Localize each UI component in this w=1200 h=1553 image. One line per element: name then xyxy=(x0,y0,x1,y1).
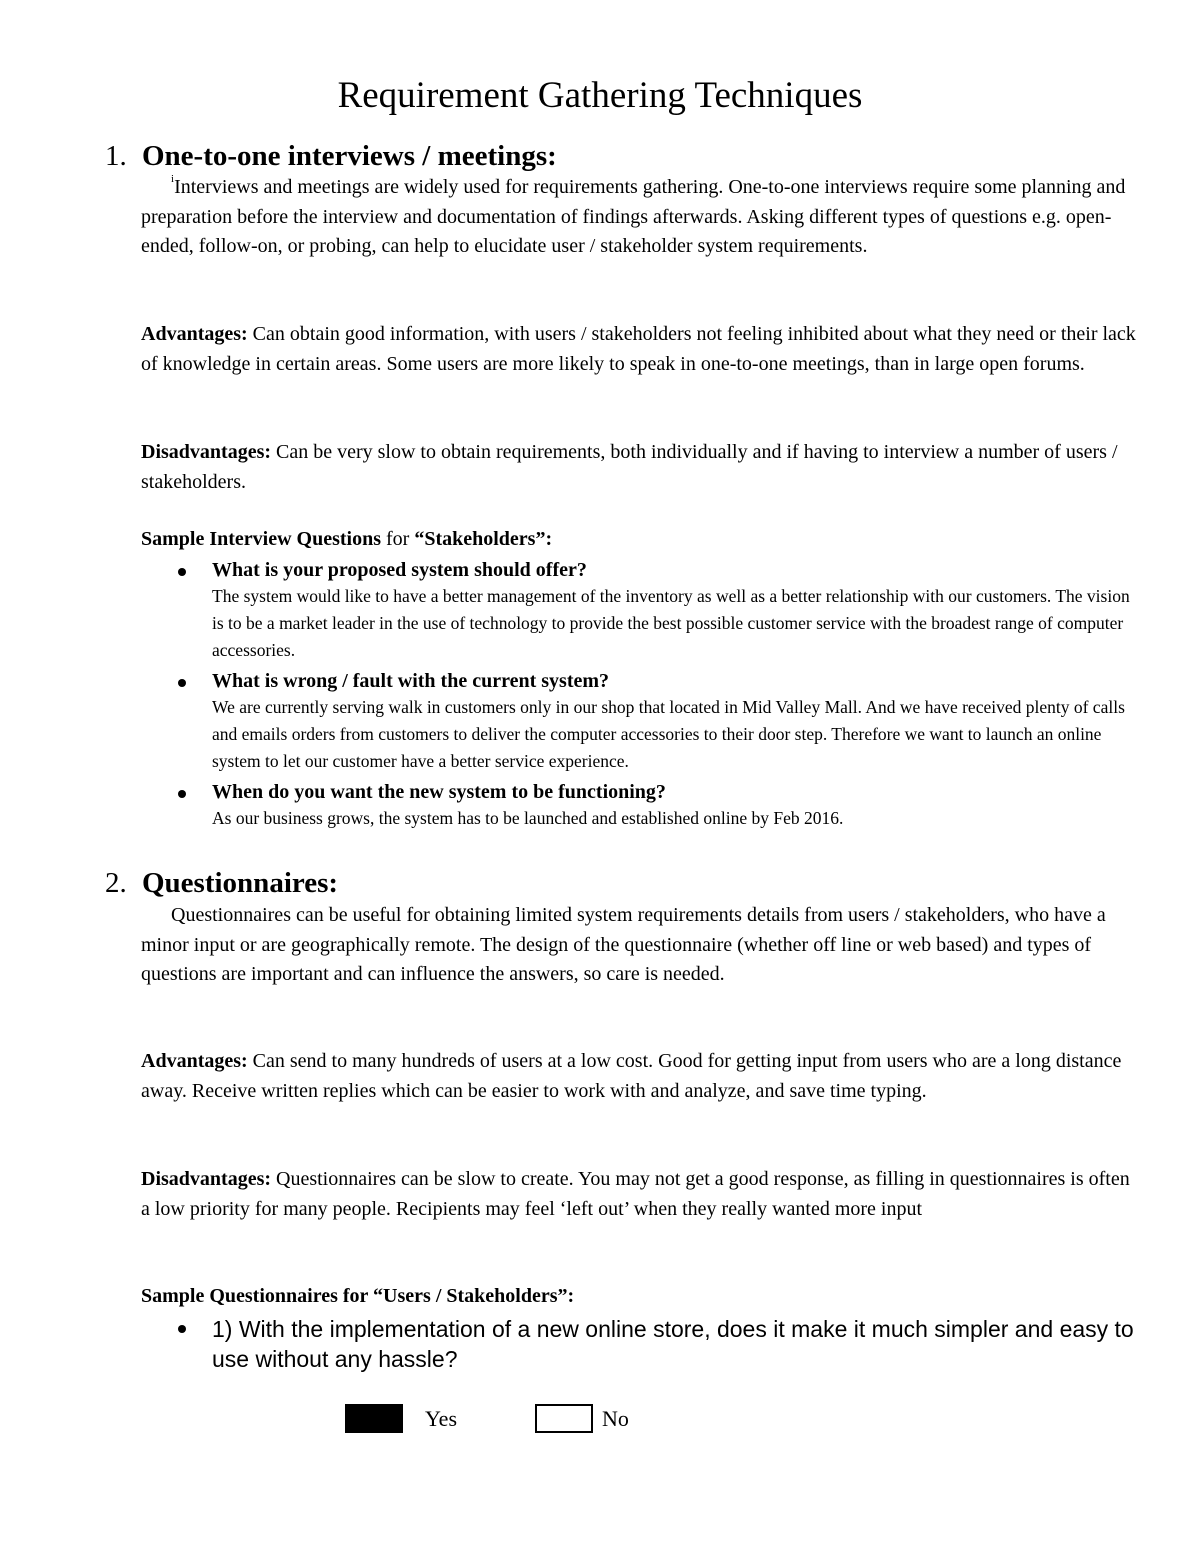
section-1-title: One-to-one interviews / meetings: xyxy=(142,140,557,172)
section-1-number: 1. xyxy=(105,140,127,172)
document-title: Requirement Gathering Techniques xyxy=(337,75,863,116)
section-2-number: 2. xyxy=(105,867,127,899)
bullet-icon xyxy=(178,1325,186,1333)
survey-question: 1) With the implementation of a new online store, does it make it much simpler and easy to use without any hassle? xyxy=(212,1316,1134,1372)
interview-question: What is wrong / fault with the current system? xyxy=(212,670,610,692)
bullet-icon xyxy=(178,568,186,576)
interview-answer: The system would like to have a better management of the inventory as well as a better relationship with our customers. The vision is to be a market leader in the use of technology to provide the best possible customer service with the broadest range of computer accessories. xyxy=(212,586,1130,660)
disadvantages-text: Questionnaires can be slow to create. You may not get a good response, as filling in questionnaires is often a low priority for many people. Recipients may feel ‘left out’ when they really wanted more input xyxy=(141,1168,1130,1220)
list-item xyxy=(141,1314,1141,1374)
section-1-advantages xyxy=(141,320,1141,379)
section-2-title: Questionnaires: xyxy=(142,867,339,899)
list-item xyxy=(141,557,1141,664)
section-2-advantages xyxy=(141,1047,1141,1106)
interview-answer: As our business grows, the system has to be launched and established online by Feb 2016. xyxy=(212,808,844,828)
interview-answer: We are currently serving walk in customers only in our shop that located in Mid Valley Mall. And we have received plenty of calls and emails orders from customers to deliver the computer accessories to their door step. Therefore we want to launch an online system to let our customer have a better service experience. xyxy=(212,697,1125,771)
section-1-disadvantages xyxy=(141,438,1141,497)
advantages-text: Can obtain good information, with users / stakeholders not feeling inhibited about what they need or their lack of knowledge in certain areas. Some users are more likely to speak in one-to-one meetings, than in large open forums. xyxy=(141,323,1136,375)
bullet-icon xyxy=(178,679,186,687)
footnote-marker: i xyxy=(171,173,175,185)
section-2-disadvantages xyxy=(141,1165,1141,1224)
section-1-intro xyxy=(141,173,1141,262)
disadvantages-label: Disadvantages: xyxy=(141,1168,272,1190)
section-2-intro-text: Questionnaires can be useful for obtaining limited system requirements details from users / stakeholders, who have a minor input or are geographically remote. The design of the questionnaire (whether off line or web based) and types of questions are important and can influence the answers, so care is needed. xyxy=(141,904,1106,985)
interview-question: What is your proposed system should offer? xyxy=(212,559,587,581)
section-2-heading xyxy=(105,866,338,900)
advantages-text: Can send to many hundreds of users at a low cost. Good for getting input from users who are a long distance away. Receive written replies which can be easier to work with and analyze, and save time typing. xyxy=(141,1050,1122,1102)
no-checkbox[interactable] xyxy=(535,1404,593,1433)
no-label: No xyxy=(602,1406,629,1431)
list-item xyxy=(141,779,1141,832)
interview-questions-heading: Sample Interview Questions for “Stakeholders”: xyxy=(141,528,553,550)
section-1-intro-text: Interviews and meetings are widely used for requirements gathering. One-to-one interviews require some planning and preparation before the interview and documentation of findings afterwards. Asking different types of questions e.g. open-ended, follow-on, or probing, can help to elucidate user / stakeholder system requirements. xyxy=(141,176,1126,257)
advantages-label: Advantages: xyxy=(141,323,248,345)
section-1-heading xyxy=(105,139,557,173)
interview-question: When do you want the new system to be functioning? xyxy=(212,781,666,803)
section-2-intro xyxy=(141,901,1141,990)
interview-questions-list xyxy=(141,557,1141,832)
disadvantages-label: Disadvantages: xyxy=(141,441,272,463)
yes-label: Yes xyxy=(425,1406,458,1431)
questionnaire-list xyxy=(141,1314,1141,1374)
list-item xyxy=(141,668,1141,775)
bullet-icon xyxy=(178,790,186,798)
questionnaire-heading: Sample Questionnaires for “Users / Stakeholders”: xyxy=(141,1285,575,1307)
yes-checkbox[interactable] xyxy=(345,1404,403,1433)
advantages-label: Advantages: xyxy=(141,1050,248,1072)
disadvantages-text: Can be very slow to obtain requirements, both individually and if having to interview a number of users / stakeholders. xyxy=(141,441,1118,493)
